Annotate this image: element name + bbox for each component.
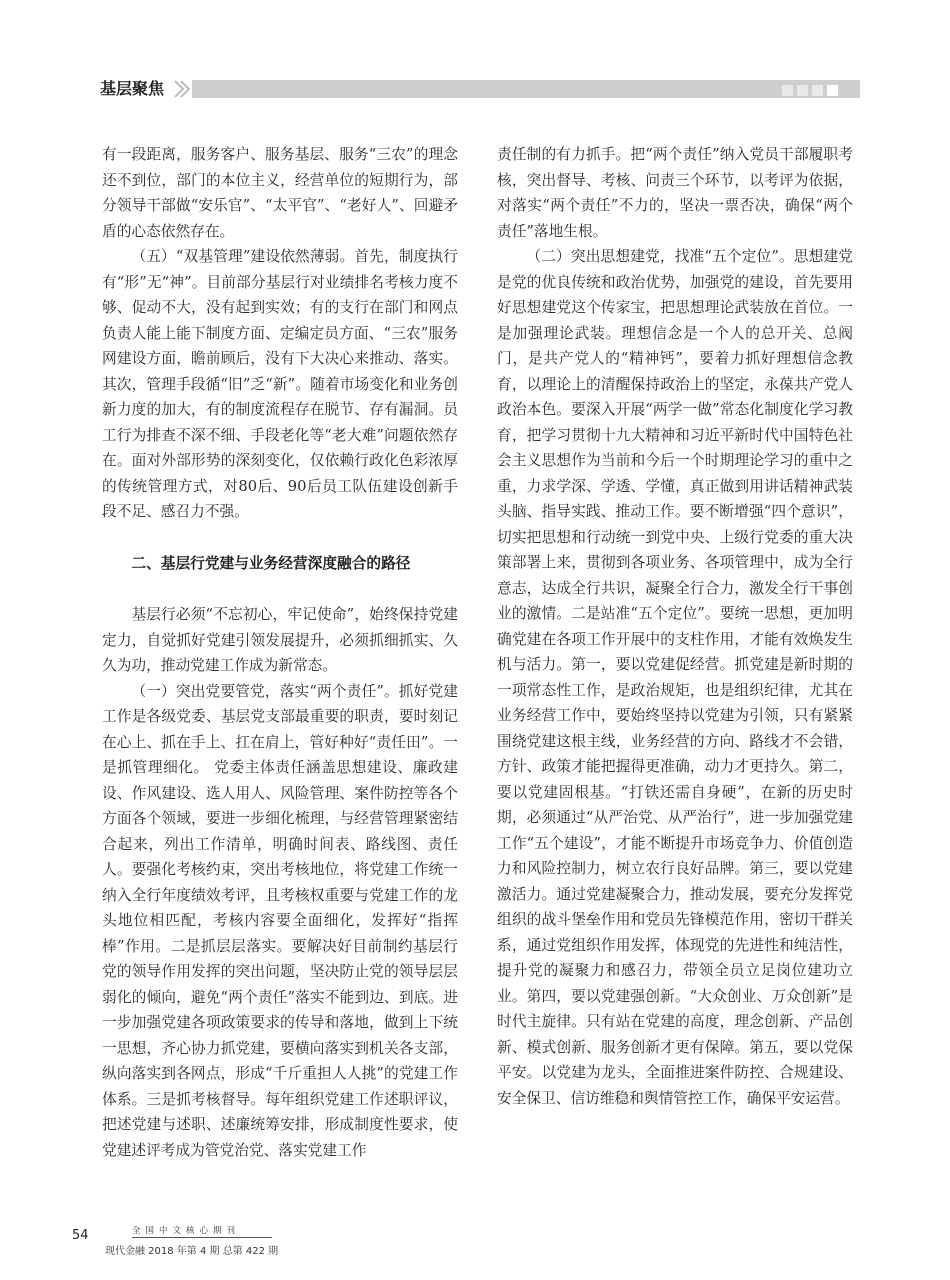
header-square (782, 85, 793, 96)
section-heading: 二、基层行党建与业务经营深度融合的路径 (131, 554, 411, 572)
section-title: 基层聚焦 (100, 78, 170, 100)
paragraph: （二）突出思想建党，找准“五个定位”。思想建党是党的优良传统和政治优势，加强党的建设，首先要用好思想建党这个传家宝，把思想理论武装放在首位。一是加强理论武装。理想信念是一个人的总开关、总阀门，是共产党人的“精神钙”，要着力抓好理想信念教育，以理论上的清醒保持政治上的坚定，永葆共产党人政治本色。要深入开展“两学一做”常态化制度化学习教育，把学习贯彻十九大精神和习近平新时代中国特色社会主义思想作为当前和今后一个时期理论学习的重中之重，力求学深、学透、学懂，真正做到用讲话精神武装头脑、指导实践、推动工作。要不断增强“四个意识”，切实把思想和行动统一到党中央、上级行党委的重大决策部署上来，贯彻到各项业务、各项管理中，成为全行意志，达成全行共识，凝聚全行合力，激发全行干事创业的激情。二是站准“五个定位”。要统一思想，更加明确党建在各项工作开展中的支柱作用，才能有效焕发生机与活力。第一，要以党建促经营。抓党建是新时期的一项常态性工作，是政治规矩，也是组织纪律，尤其在业务经营工作中，要始终坚持以党建为引领，只有紧紧围绕党建这根主线，业务经营的方向、路线才不会错，方针、政策才能把握得更准确，动力才更持久。第二，要以党建固根基。“打铁还需自身硬”，在新的历史时期，必须通过“从严治党、从严治行”，进一步加强党建工作“五个建设”，才能不断提升市场竞争力、价值创造力和风险控制力，树立农行良好品牌。第三，要以党建激活力。通过党建凝聚合力，推动发展，要充分发挥党组织的战斗堡垒作用和党员先锋模范作用，密切干群关系，通过党组织作用发挥，体现党的先进性和纯洁性，提升党的凝聚力和感召力，带领全员立足岗位建功立业。第四，要以党建强创新。“大众创业、万众创新”是时代主旋律。只有站在党建的高度，理念创新、产品创新、模式创新、服务创新才更有保障。第五，要以党保平安。以党建为龙头，全面推进案件防控、合规建设、安全保卫、信访维稳和舆情管控工作，确保平安运营。 (497, 248, 853, 1107)
header-square (812, 85, 823, 96)
paragraph: 基层行必须“不忘初心，牢记使命”，始终保持党建定力，自觉抓好党建引领发展提升，必须抓细抓实、久久为功，推动党建工作成为新常态。 (102, 606, 458, 674)
paragraph: （一）突出党要管党，落实“两个责任”。抓好党建工作是各级党委、基层党支部最重要的职责，要时刻记在心上、抓在手上、扛在肩上，管好种好“责任田”。一是抓管理细化。 党委主体责任涵盖思想建设、廉政建设、作风建设、选人用人、风险管理、案件防控等各个方面各个领域，要进一步细化梳理，与经营管理紧密结合起来，列出工作清单，明确时间表、路线图、责任人。要强化考核约束，突出考核地位，将党建工作统一纳入全行年度绩效考评，且考核权重要与党建工作的龙头地位相匹配，考核内容要全面细化，发挥好“指挥棒”作用。二是抓层层落实。要解决好目前制约基层行党的领导作用发挥的突出问题，坚决防止党的领导层层弱化的倾向，避免“两个责任”落实不能到边、到底。进一步加强党建各项政策要求的传导和落地，做到上下统一思想，齐心协力抓党建，要横向落实到机关各支部，纵向落实到各网点，形成“千斤重担人人挑”的党建工作体系。三是抓考核督导。每年组织党建工作述职评议，把述党建与述职、述廉统筹安排，形成制度性要求，使党建述评考成为管党治党、落实党建工作 (102, 682, 458, 1159)
header-squares-decoration (782, 85, 838, 96)
chevron-right-icon (172, 79, 192, 99)
header-bar (186, 80, 860, 98)
paragraph: 责任制的有力抓手。把“两个责任”纳入党员干部履职考核，突出督导、考核、问责三个环节，以考评为依据，对落实“两个责任”不力的，坚决一票否决，确保“两个责任”落地生根。 (497, 146, 853, 240)
right-column (497, 142, 853, 1111)
journal-label: 全国中文核心期刊 (132, 1224, 272, 1238)
paragraph: （五）“双基管理”建设依然薄弱。首先，制度执行有“形”无“神”。目前部分基层行对业绩排名考核力度不够、促动不大，没有起到实效；有的支行在部门和网点负责人能上能下制度方面、定编定员方面、“三农”服务网建设方面，瞻前顾后，没有下大决心来推动、落实。其次，管理手段循“旧”乏“新”。随着市场变化和业务创新力度的加大，有的制度流程存在脱节、存有漏洞。员工行为排查不深不细、手段老化等“老大难”问题依然存在。面对外部形势的深刻变化，仅依赖行政化色彩浓厚的传统管理方式，对80后、90后员工队伍建设创新手段不足、感召力不强。 (102, 248, 458, 520)
header-square (797, 85, 808, 96)
left-column (102, 142, 458, 1163)
section-header (100, 78, 860, 100)
paragraph: 有一段距离，服务客户、服务基层、服务“三农”的理念还不到位，部门的本位主义，经营单位的短期行为，部分领导干部做“安乐官”、“太平官”、“老好人”、回避矛盾的心态依然存在。 (102, 146, 458, 240)
header-square (827, 85, 838, 96)
issue-info: 现代金融 2018 年第 4 期 总第 422 期 (105, 1246, 279, 1257)
page-number: 54 (72, 1228, 89, 1243)
